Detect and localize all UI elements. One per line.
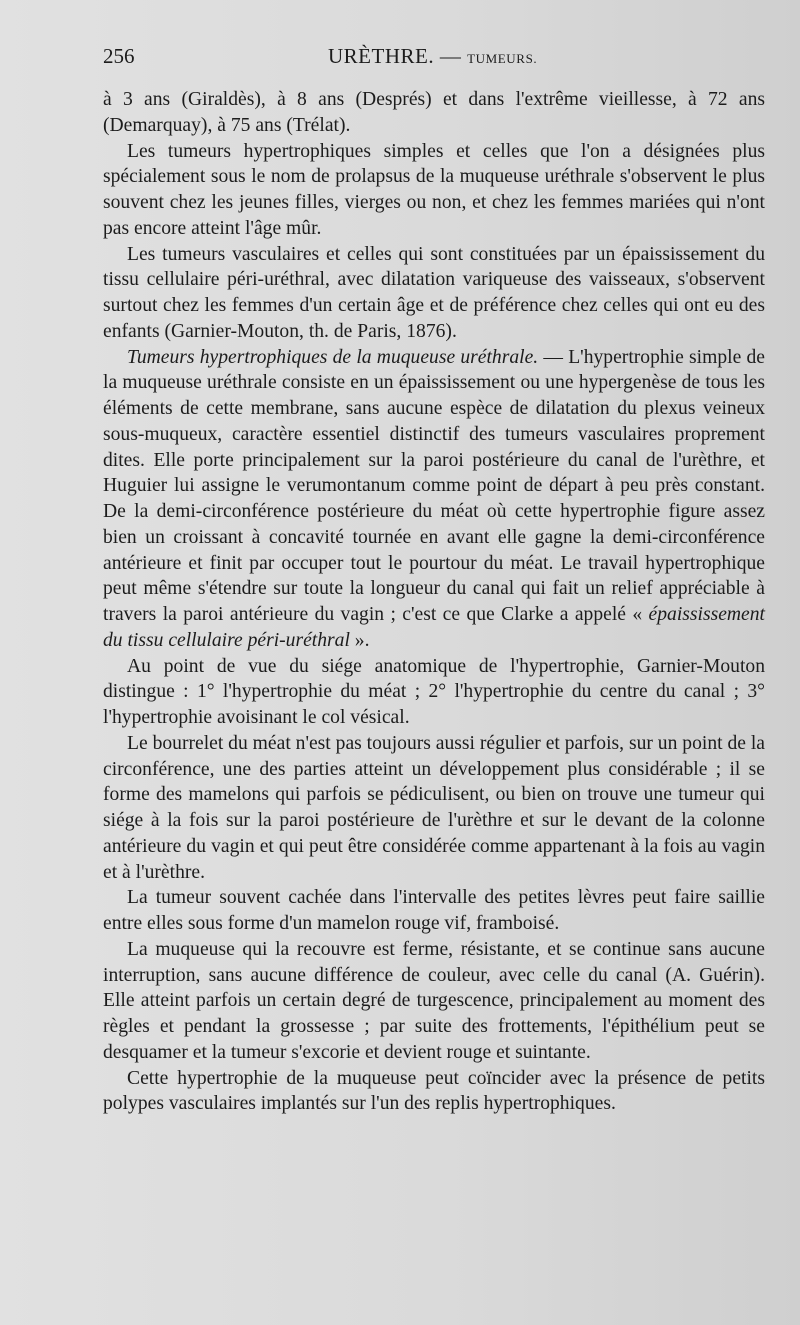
body-text	[103, 87, 765, 1117]
paragraph-8: La muqueuse qui la recouvre est ferme, résistante, et se continue sans aucune interruption, sans aucune différence de couleur, avec celle du canal (A. Guérin). Elle atteint parfois un certain degré de turgescence, principalement au moment des règles et pendant la grossesse ; par suite des frottements, l'épithélium peut se desquamer et la tumeur s'excorie et devient rouge et suintante.	[103, 938, 765, 1063]
running-title-sub: TUMEURS.	[467, 51, 538, 66]
section-heading-italic: Tumeurs hypertrophiques de la muqueuse uréthrale.	[127, 346, 539, 368]
paragraph-4	[103, 345, 765, 654]
running-title-main: URÈTHRE. —	[328, 44, 462, 68]
page-header	[103, 44, 765, 80]
paragraph-9: Cette hypertrophie de la muqueuse peut coïncider avec la présence de petits polypes vasculaires implantés sur l'un des replis hypertrophiques.	[103, 1067, 765, 1115]
paragraph-5: Au point de vue du siége anatomique de l'hypertrophie, Garnier-Mouton distingue : 1° l'hypertrophie du méat ; 2° l'hypertrophie du centre du canal ; 3° l'hypertrophie avoisinant le col vésical.	[103, 655, 765, 728]
paragraph-7: La tumeur souvent cachée dans l'intervalle des petites lèvres peut faire saillie entre elles sous forme d'un mamelon rouge vif, framboisé.	[103, 887, 765, 934]
paragraph-1: à 3 ans (Giraldès), à 8 ans (Després) et dans l'extrême vieillesse, à 72 ans (Demarquay), à 75 ans (Trélat).	[103, 89, 765, 136]
running-title	[328, 44, 537, 69]
paragraph-2: Les tumeurs hypertrophiques simples et celles que l'on a désignées plus spécialement sous le nom de prolapsus de la muqueuse uréthrale s'observent le plus souvent chez les jeunes filles, vierges ou non, et chez les femmes mariées qui n'ont pas encore atteint l'âge mûr.	[103, 140, 765, 239]
paragraph-3: Les tumeurs vasculaires et celles qui sont constituées par un épaississement du tissu cellulaire péri-uréthral, avec dilatation variqueuse des vaisseaux, s'observent surtout chez les femmes d'un certain âge et de préférence chez celles qui ont eu des enfants (Garnier-Mouton, th. de Paris, 1876).	[103, 243, 765, 342]
page-number: 256	[103, 44, 135, 68]
paragraph-4-italic-quote: épaississement du tissu cellulaire péri-uréthral	[103, 604, 765, 651]
paragraph-6: Le bourrelet du méat n'est pas toujours aussi régulier et parfois, sur un point de la circonférence, une des parties atteint un développement plus considérable ; il se forme des mamelons qui parfois se pédiculisent, ou bien on trouve une tumeur qui siége à la fois sur la paroi postérieure de l'urèthre et sur le devant de la colonne antérieure du vagin et qui peut être considérée comme appartenant à la fois au vagin et à l'urèthre.	[103, 732, 765, 883]
paragraph-4-tail: ».	[349, 629, 370, 651]
paragraph-4-text: — L'hypertrophie simple de la muqueuse uréthrale consiste en un épaississement ou une hypergenèse de tous les éléments de cette membrane, sans aucune espèce de dilatation du plexus veineux sous-muqueux, caractère essentiel distinctif des tumeurs vasculaires proprement dites. Elle porte principalement sur la paroi postérieure du canal de l'urèthre, et Huguier lui assigne le verumontanum comme point de départ à peu près constant. De la demi-circonférence postérieure du méat où cette hypertrophie figure assez bien un croissant à concavité tournée en avant elle gagne la demi-circonférence antérieure et finit par occuper tout le pourtour du méat. Le travail hypertrophique peut même s'étendre sur toute la longueur du canal qui fait un relief appréciable à travers la paroi antérieure du vagin ; c'est ce que Clarke a appelé «	[103, 346, 765, 625]
